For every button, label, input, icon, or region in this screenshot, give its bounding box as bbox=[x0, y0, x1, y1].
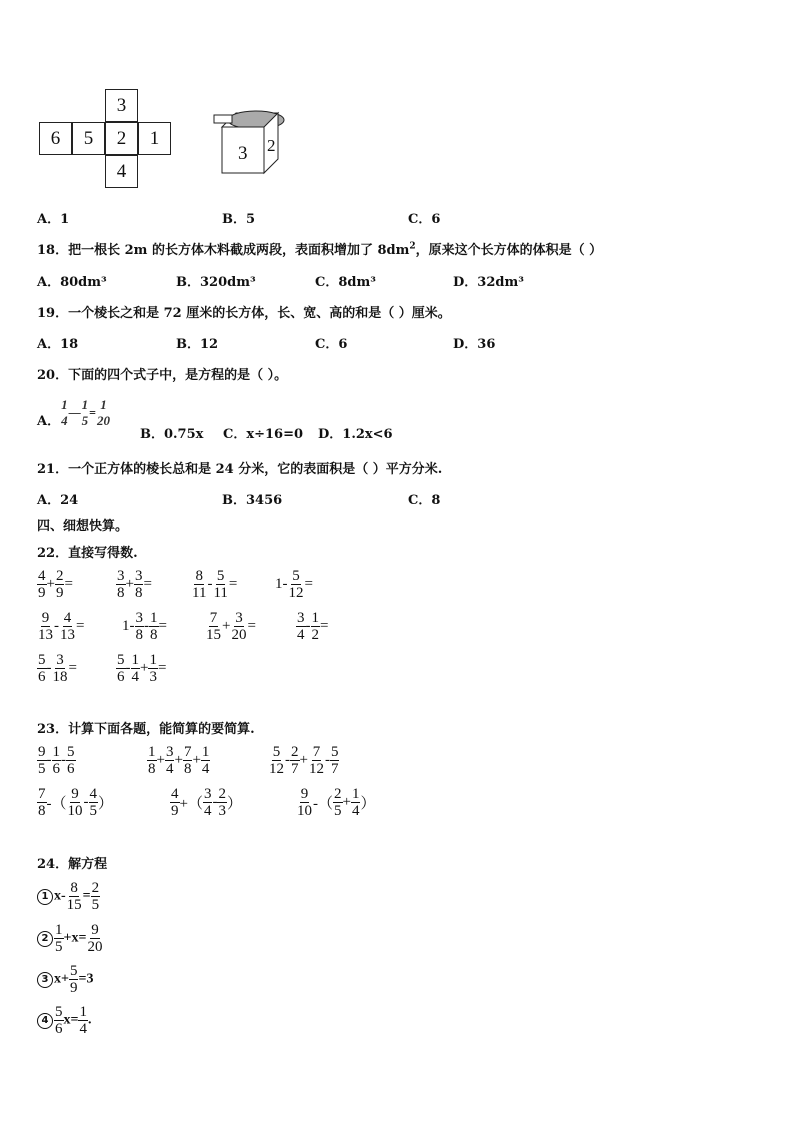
q21-option-a[interactable]: A．24 bbox=[37, 493, 79, 508]
q23-expression-2-frac-denominator: 8 bbox=[183, 761, 192, 777]
q23-expression-6-op: + bbox=[342, 794, 351, 810]
q19-option-a[interactable]: A．18 bbox=[37, 337, 79, 352]
q24-tail: =3 bbox=[78, 971, 94, 987]
q17-option-a[interactable]: A．1 bbox=[37, 212, 70, 227]
q23-title: 23．计算下面各题，能简算的要简算. bbox=[37, 722, 255, 737]
q22-fraction-b-numerator: 5 bbox=[216, 568, 225, 584]
q18-text-prefix: 18．把一根长 2m 的长方体木料截成两段，表面积增加了 8dm bbox=[37, 243, 410, 258]
q22-equals: = bbox=[304, 576, 313, 592]
q20-a-frac2: 1 5 bbox=[81, 397, 89, 428]
net-face-left1: 5 bbox=[72, 122, 105, 155]
q22-fraction-b-denominator: 8 bbox=[134, 585, 143, 601]
q23-expression-1-frac bbox=[52, 744, 62, 777]
q23-expression-5-frac-denominator: 4 bbox=[203, 803, 212, 819]
q24-equation-2 bbox=[37, 922, 103, 955]
q20-option-a[interactable] bbox=[37, 397, 111, 429]
q23-expression-4-frac bbox=[37, 786, 47, 819]
q23-expression-3-frac-numerator: 5 bbox=[330, 744, 339, 760]
q18-text-sup: 2 bbox=[409, 241, 416, 252]
section-four-heading: 四、细想快算。 bbox=[37, 519, 129, 534]
q22-fraction-a bbox=[37, 610, 54, 643]
q23-expression-5-frac bbox=[217, 786, 227, 819]
q23-expression-3-frac-numerator: 5 bbox=[272, 744, 281, 760]
q24-mid: x= bbox=[63, 1012, 79, 1028]
q23-expression-2-frac-denominator: 4 bbox=[201, 761, 210, 777]
q24-fraction-a-numerator: 8 bbox=[70, 880, 78, 896]
q24-fraction-b-numerator: 2 bbox=[91, 880, 100, 896]
q22-equals: = bbox=[158, 618, 167, 634]
q22-fraction-b bbox=[52, 652, 69, 685]
q22-title: 22．直接写得数. bbox=[37, 546, 138, 561]
q23-expression-4-frac-numerator: 9 bbox=[71, 786, 79, 802]
q23-expression-1-frac-denominator: 6 bbox=[67, 761, 75, 777]
q22-fraction-a-denominator: 4 bbox=[297, 627, 305, 643]
q22-item bbox=[116, 652, 166, 685]
q23-expression-3-frac-denominator: 7 bbox=[330, 761, 339, 777]
q17-option-b[interactable]: B．5 bbox=[222, 212, 256, 227]
q23-expression-3-frac bbox=[330, 744, 340, 777]
q22-fraction-b bbox=[131, 652, 141, 685]
q22-operator: + bbox=[125, 576, 134, 592]
q22-fraction-b-numerator: 2 bbox=[55, 568, 64, 584]
q22-fraction-a-denominator: 8 bbox=[117, 585, 125, 601]
q23-expression-6-frac-numerator: 9 bbox=[300, 786, 309, 802]
q23-expression-1-op: - bbox=[46, 752, 52, 768]
q22-fraction-b-numerator: 1 bbox=[311, 610, 319, 626]
q24-number-badge: 2 bbox=[37, 931, 53, 947]
q21-option-c[interactable]: C．8 bbox=[408, 493, 441, 508]
q23-expression-5-op: +（ bbox=[179, 796, 203, 812]
q24-equation-1 bbox=[37, 880, 100, 913]
q20-option-d[interactable]: D．1.2x<6 bbox=[318, 427, 393, 442]
q22-fraction-a-denominator: 9 bbox=[38, 585, 46, 601]
q23-expression-3-op: - bbox=[324, 752, 330, 768]
q22-operator: - bbox=[46, 660, 52, 676]
q22-fraction-b-numerator: 1 bbox=[150, 610, 158, 626]
q22-item bbox=[275, 568, 313, 601]
q22-fraction-a-denominator: 13 bbox=[38, 627, 53, 643]
q22-operator2: + bbox=[140, 660, 149, 676]
q22-fraction-c-denominator: 3 bbox=[149, 669, 157, 685]
q22-fraction-a-numerator: 4 bbox=[38, 568, 46, 584]
q23-expression-5-frac-denominator: 3 bbox=[218, 803, 226, 819]
q22-fraction-a-numerator: 3 bbox=[117, 568, 125, 584]
q22-fraction-a bbox=[116, 568, 126, 601]
q22-item bbox=[37, 610, 84, 643]
q22-fraction-b bbox=[230, 610, 247, 643]
q24-fraction-a-numerator: 1 bbox=[55, 922, 63, 938]
q22-fraction-b-numerator: 1 bbox=[131, 652, 139, 668]
q24-fraction-b-denominator: 5 bbox=[91, 897, 100, 913]
q22-fraction-c-numerator: 1 bbox=[149, 652, 157, 668]
q23-expression-5-frac-numerator: 3 bbox=[203, 786, 212, 802]
q23-expression-2-frac-numerator: 1 bbox=[201, 744, 210, 760]
q22-fraction-b-denominator: 20 bbox=[231, 627, 247, 643]
q22-fraction-a bbox=[37, 568, 47, 601]
q24-mid: +x= bbox=[63, 930, 87, 946]
q22-operator: - bbox=[54, 618, 59, 634]
q22-fraction-a bbox=[205, 610, 222, 643]
q22-equals: = bbox=[64, 576, 73, 592]
q22-fraction-b bbox=[311, 610, 321, 643]
q22-equals: = bbox=[247, 618, 256, 634]
q22-fraction-a-denominator: 8 bbox=[135, 627, 143, 643]
q19-question: 19．一个棱长之和是 72 厘米的长方体，长、宽、高的和是（ ）厘米。 bbox=[37, 306, 451, 321]
q24-fraction-a bbox=[66, 880, 83, 913]
q24-fraction-b bbox=[78, 1004, 88, 1037]
q23-expression-2-op: + bbox=[174, 752, 183, 768]
q23-expression-2-frac-numerator: 1 bbox=[148, 744, 156, 760]
q20-option-a-label: A． bbox=[37, 414, 61, 429]
q23-expression-5-frac-denominator: 9 bbox=[171, 803, 179, 819]
q24-fraction-b bbox=[91, 880, 101, 913]
q24-fraction-b-denominator: 20 bbox=[87, 939, 103, 955]
q22-equals: = bbox=[76, 618, 85, 634]
q23-expression-6-frac-denominator: 4 bbox=[351, 803, 360, 819]
q22-fraction-a-numerator: 5 bbox=[117, 652, 125, 668]
q23-expression-3-frac-denominator: 7 bbox=[291, 761, 299, 777]
q23-expression-4-frac bbox=[67, 786, 84, 819]
q18-text-suffix: ，原来这个长方体的体积是（ ） bbox=[415, 243, 603, 258]
q20-a-frac3: 1 20 bbox=[96, 397, 110, 428]
q22-fraction-b-numerator: 3 bbox=[56, 652, 64, 668]
q18-option-d[interactable]: D．32dm³ bbox=[453, 275, 524, 290]
q18-option-a[interactable]: A．80dm³ bbox=[37, 275, 107, 290]
q22-fraction-b-denominator: 2 bbox=[311, 627, 319, 643]
q22-operator: + bbox=[46, 576, 55, 592]
q23-expression-3-frac-denominator: 12 bbox=[308, 761, 324, 777]
net-face-left2: 6 bbox=[39, 122, 72, 155]
q20-option-c[interactable]: C．x÷16=0 bbox=[223, 427, 304, 442]
q19-option-b[interactable]: B．12 bbox=[176, 337, 219, 352]
q23-expression-6-frac bbox=[333, 786, 343, 819]
q23-expression-6-op: -（ bbox=[313, 796, 333, 812]
q23-expression-3 bbox=[268, 744, 339, 777]
q22-fraction-b-numerator: 3 bbox=[235, 610, 243, 626]
q23-expression-4-op: ） bbox=[98, 796, 114, 812]
q22-fraction-a bbox=[116, 652, 126, 685]
q22-operator: - bbox=[125, 660, 131, 676]
q23-expression-4-frac-denominator: 8 bbox=[38, 803, 46, 819]
q23-expression-6-frac-denominator: 10 bbox=[297, 803, 312, 819]
q22-fraction-b-denominator: 11 bbox=[213, 585, 228, 601]
q23-expression-5-frac-numerator: 2 bbox=[218, 786, 226, 802]
q24-equation-3 bbox=[37, 963, 93, 996]
q23-expression-4-frac bbox=[89, 786, 99, 819]
q24-fraction-a-denominator: 5 bbox=[55, 939, 63, 955]
q24-fraction-b-numerator: 9 bbox=[91, 922, 99, 938]
q22-fraction-a-numerator: 3 bbox=[135, 610, 143, 626]
q22-lead: 1- bbox=[275, 576, 288, 592]
q23-expression-1-frac bbox=[66, 744, 76, 777]
q22-fraction-b-denominator: 18 bbox=[52, 669, 68, 685]
q22-lead: 1- bbox=[122, 618, 135, 634]
q22-operator: - bbox=[207, 576, 213, 592]
q23-expression-2-frac-numerator: 3 bbox=[165, 744, 174, 760]
q23-expression-3-frac bbox=[308, 744, 325, 777]
q22-item bbox=[116, 568, 152, 601]
q24-number-badge: 3 bbox=[37, 972, 53, 988]
q24-fraction-b bbox=[86, 922, 103, 955]
q23-expression-4-frac-denominator: 5 bbox=[89, 803, 97, 819]
q23-expression-6-frac bbox=[296, 786, 313, 819]
box-side-label: 2 bbox=[267, 136, 276, 155]
q23-expression-3-op: - bbox=[285, 752, 290, 768]
q22-fraction-a-numerator: 9 bbox=[41, 610, 50, 626]
q24-number-badge: 4 bbox=[37, 1013, 53, 1029]
q24-title: 24．解方程 bbox=[37, 857, 108, 872]
q22-fraction-b bbox=[59, 610, 76, 643]
q24-lead: x- bbox=[54, 888, 66, 904]
q20-option-b[interactable]: B．0.75x bbox=[140, 427, 204, 442]
q23-expression-2-op: + bbox=[156, 752, 165, 768]
q18-option-b[interactable]: B．320dm³ bbox=[176, 275, 256, 290]
q22-fraction-b-numerator: 5 bbox=[292, 568, 300, 584]
q22-fraction-c bbox=[148, 652, 158, 685]
q23-expression-2-frac bbox=[147, 744, 157, 777]
open-box-figure bbox=[212, 105, 292, 180]
q22-fraction-b-numerator: 4 bbox=[63, 610, 72, 626]
q20-a-op2: = bbox=[89, 405, 96, 420]
q22-fraction-a bbox=[296, 610, 306, 643]
q23-expression-1-op: - bbox=[61, 752, 66, 768]
q23-expression-3-frac-numerator: 7 bbox=[312, 744, 321, 760]
q22-item bbox=[37, 652, 77, 685]
q22-fraction-a-denominator: 11 bbox=[192, 585, 207, 601]
q23-expression-4-frac-numerator: 7 bbox=[38, 786, 46, 802]
q22-fraction-a-denominator: 15 bbox=[206, 627, 221, 643]
q21-option-b[interactable]: B．3456 bbox=[222, 493, 283, 508]
net-face-bottom: 4 bbox=[105, 155, 138, 188]
q24-fraction-a-denominator: 9 bbox=[69, 980, 78, 996]
q18-question bbox=[37, 239, 602, 258]
q22-equals: = bbox=[68, 660, 77, 676]
q22-equals: = bbox=[320, 618, 329, 634]
q22-fraction-a-denominator: 6 bbox=[38, 669, 46, 685]
q19-option-c[interactable]: C．6 bbox=[315, 337, 348, 352]
q19-option-d[interactable]: D．36 bbox=[453, 337, 496, 352]
q23-expression-6-frac-numerator: 1 bbox=[351, 786, 360, 802]
q17-option-c[interactable]: C．6 bbox=[408, 212, 441, 227]
q22-operator: - bbox=[144, 618, 149, 634]
net-face-top: 3 bbox=[105, 89, 138, 122]
q23-expression-5-frac-numerator: 4 bbox=[171, 786, 179, 802]
q23-expression-6-op: ） bbox=[360, 796, 376, 812]
q21-question: 21．一个正方体的棱长总和是 24 分米，它的表面积是（ ）平方分米. bbox=[37, 462, 443, 477]
q24-fraction-a-numerator: 5 bbox=[55, 1004, 63, 1020]
q23-expression-3-frac-numerator: 2 bbox=[291, 744, 299, 760]
q23-expression-1-frac-numerator: 5 bbox=[67, 744, 75, 760]
q22-fraction-b-denominator: 12 bbox=[288, 585, 304, 601]
q22-operator: - bbox=[305, 618, 311, 634]
q23-expression-3-frac bbox=[268, 744, 285, 777]
q22-item bbox=[296, 610, 328, 643]
q23-expression-2 bbox=[147, 744, 210, 777]
q22-fraction-b bbox=[212, 568, 228, 601]
net-face-right: 1 bbox=[138, 122, 171, 155]
q22-fraction-a-denominator: 6 bbox=[117, 669, 125, 685]
q24-lead: x+ bbox=[54, 971, 69, 987]
q23-expression-1-frac-numerator: 9 bbox=[38, 744, 46, 760]
q24-fraction-a bbox=[54, 922, 64, 955]
q23-expression-2-frac bbox=[201, 744, 211, 777]
q22-fraction-a-numerator: 8 bbox=[195, 568, 203, 584]
q24-fraction-a-denominator: 6 bbox=[55, 1021, 63, 1037]
net-face-center: 2 bbox=[105, 122, 138, 155]
q20-question: 20．下面的四个式子中，是方程的是（ ）。 bbox=[37, 368, 288, 383]
q22-fraction-a-numerator: 5 bbox=[38, 652, 46, 668]
q22-item bbox=[205, 610, 256, 643]
q23-expression-3-frac-denominator: 12 bbox=[269, 761, 284, 777]
q22-equals: = bbox=[157, 660, 167, 676]
q23-expression-3-frac bbox=[290, 744, 300, 777]
q22-fraction-b-denominator: 8 bbox=[150, 627, 158, 643]
q23-expression-1 bbox=[37, 744, 76, 777]
q22-operator: + bbox=[222, 618, 231, 634]
q24-fraction-b-numerator: 1 bbox=[79, 1004, 87, 1020]
q23-expression-6-frac-denominator: 5 bbox=[334, 803, 342, 819]
q20-a-frac1: 1 4 bbox=[61, 397, 68, 428]
q23-expression-1-frac bbox=[37, 744, 47, 777]
q24-mid: = bbox=[82, 888, 91, 904]
q23-expression-4-frac-denominator: 10 bbox=[67, 803, 83, 819]
q23-expression-1-frac-denominator: 5 bbox=[38, 761, 46, 777]
q24-equation-4 bbox=[37, 1004, 91, 1037]
q22-fraction-b bbox=[149, 610, 159, 643]
q22-fraction-a bbox=[191, 568, 207, 601]
q23-expression-5-op: - bbox=[212, 794, 218, 810]
q22-item bbox=[191, 568, 237, 601]
q23-expression-6 bbox=[296, 786, 375, 819]
q23-expression-2-frac-denominator: 4 bbox=[165, 761, 174, 777]
q23-expression-4-op: -（ bbox=[46, 796, 67, 812]
q24-number-badge: 1 bbox=[37, 889, 53, 905]
q24-fraction-a-denominator: 15 bbox=[66, 897, 82, 913]
q23-expression-1-frac-denominator: 6 bbox=[52, 761, 60, 777]
q23-expression-4 bbox=[37, 786, 113, 819]
q22-equals: = bbox=[228, 576, 238, 592]
q23-expression-4-op: - bbox=[83, 794, 89, 810]
q23-expression-3-op: + bbox=[299, 752, 308, 768]
q22-fraction-b-denominator: 13 bbox=[60, 627, 75, 643]
q22-item bbox=[37, 568, 73, 601]
q23-expression-4-frac-numerator: 4 bbox=[89, 786, 97, 802]
q22-fraction-b bbox=[288, 568, 305, 601]
q23-expression-5-op: ） bbox=[226, 796, 242, 812]
q22-equals: = bbox=[143, 576, 152, 592]
q23-expression-2-frac-denominator: 8 bbox=[148, 761, 156, 777]
q22-fraction-a-numerator: 3 bbox=[297, 610, 305, 626]
q23-expression-2-frac-numerator: 7 bbox=[183, 744, 192, 760]
q24-fraction-b-denominator: 4 bbox=[79, 1021, 87, 1037]
q23-expression-2-frac bbox=[183, 744, 193, 777]
q22-fraction-a bbox=[135, 610, 145, 643]
q24-tail: . bbox=[87, 1012, 92, 1028]
q23-expression-2-op: + bbox=[192, 752, 201, 768]
q18-option-c[interactable]: C．8dm³ bbox=[315, 275, 376, 290]
box-front-label: 3 bbox=[238, 143, 248, 164]
q24-fraction-a bbox=[54, 1004, 64, 1037]
q23-expression-5-frac bbox=[170, 786, 180, 819]
q20-a-op1: — bbox=[68, 405, 81, 420]
q22-fraction-a-numerator: 7 bbox=[209, 610, 218, 626]
q24-fraction-a-numerator: 5 bbox=[69, 963, 78, 979]
q22-item bbox=[122, 610, 167, 643]
q22-fraction-b-denominator: 4 bbox=[131, 669, 139, 685]
q22-fraction-a bbox=[37, 652, 47, 685]
q23-expression-5 bbox=[170, 786, 242, 819]
q22-fraction-b-denominator: 9 bbox=[55, 585, 64, 601]
q23-expression-1-frac-numerator: 1 bbox=[52, 744, 60, 760]
q23-expression-6-frac-numerator: 2 bbox=[334, 786, 342, 802]
q22-fraction-b-numerator: 3 bbox=[134, 568, 143, 584]
